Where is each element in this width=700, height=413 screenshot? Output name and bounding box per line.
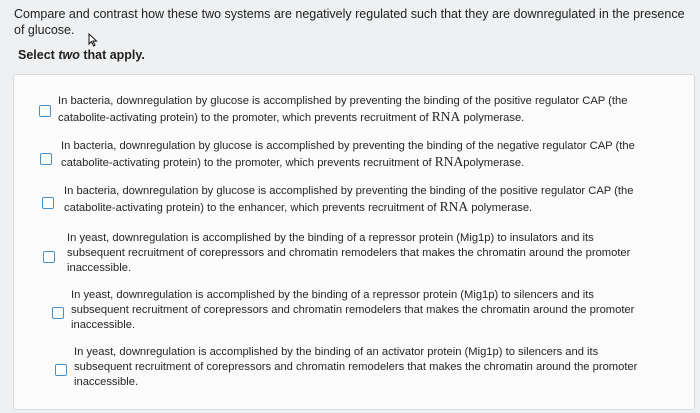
option-2-text: In bacteria, downregulation by glucose is accomplished by preventing the binding of the negative regulator CAP (the catabolite-activating protein) to the promoter, which prevents recruitment of RNApolymerase. (61, 140, 635, 169)
instruction-prefix: Select (18, 48, 59, 62)
instruction-suffix: that apply. (79, 48, 145, 62)
instruction-emphasis: two (58, 48, 80, 62)
checkbox-icon[interactable] (39, 105, 51, 117)
option-1[interactable] (14, 75, 694, 131)
checkbox-icon[interactable] (40, 153, 52, 165)
question-prompt: Compare and contrast how these two systems are negatively regulated such that they are downregulated in the presence of glucose. (14, 7, 685, 37)
answer-options-panel (13, 74, 695, 410)
option-2[interactable] (14, 131, 694, 179)
option-5[interactable] (14, 285, 694, 342)
option-4[interactable] (14, 229, 694, 285)
option-5-text: In yeast, downregulation is accomplished by the binding of a repressor protein (Mig1p) to silencers and its subsequent recruitment of corepressors and chromatin remodelers that makes the chromatin around the promoter inaccessible. (71, 289, 635, 331)
option-4-text: In yeast, downregulation is accomplished by the binding of a repressor protein (Mig1p) to insulators and its subsequent recruitment of corepressors and chromatin remodelers that makes the chromatin around the promoter inaccessible. (67, 232, 631, 274)
option-6-text: In yeast, downregulation is accomplished by the binding of an activator protein (Mig1p) to silencers and its subsequent recruitment of corepressors and chromatin remodelers that makes the chromatin around the promoter inaccessible. (74, 346, 638, 388)
option-3-text: In bacteria, downregulation by glucose is accomplished by preventing the binding of the positive regulator CAP (the catabolite-activating protein) to the enhancer, which prevents recruitment of RNA polymerase. (64, 185, 634, 214)
mouse-pointer-icon (88, 33, 98, 47)
question-text (14, 6, 690, 38)
checkbox-icon[interactable] (52, 307, 64, 319)
checkbox-icon[interactable] (42, 197, 54, 209)
instruction-text (18, 48, 145, 62)
option-1-text: In bacteria, downregulation by glucose is accomplished by preventing the binding of the positive regulator CAP (the catabolite-activating protein) to the promoter, which prevents recruitment of RNA polymerase. (58, 95, 628, 124)
checkbox-icon[interactable] (55, 364, 67, 376)
checkbox-icon[interactable] (43, 251, 55, 263)
option-3[interactable] (14, 179, 694, 229)
option-6[interactable] (14, 342, 694, 408)
